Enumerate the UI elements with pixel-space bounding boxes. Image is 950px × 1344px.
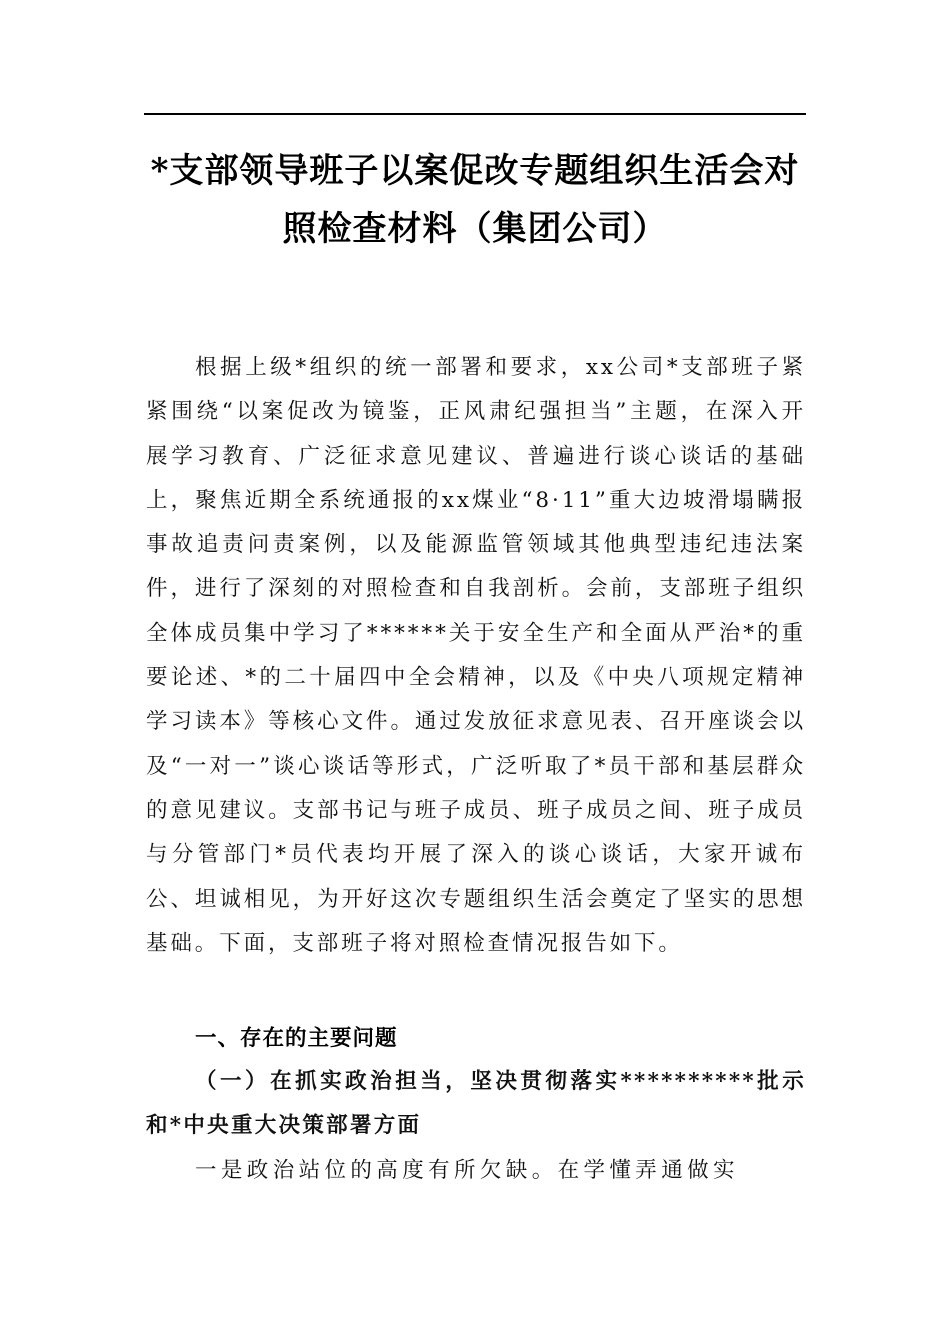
intro-paragraph: 根据上级*组织的统一部署和要求，xx公司*支部班子紧紧围绕“以案促改为镜鉴，正风肃纪强担当”主题，在深入开展学习教育、广泛征求意见建议、普遍进行谈心谈话的基础上，聚焦近期全系统通报的xx煤业“8·11”重大边坡滑塌瞒报事故追责问责案例，以及能源监管领域其他典型违纪违法案件，进行了深刻的对照检查和自我剖析。会前，支部班子组织全体成员集中学习了******关于安全生产和全面从严治*的重要论述、*的二十届四中全会精神，以及《中央八项规定精神学习读本》等核心文件。通过发放征求意见表、召开座谈会以及“一对一”谈心谈话等形式，广泛听取了*员干部和基层群众的意见建议。支部书记与班子成员、班子成员之间、班子成员与分管部门*员代表均开展了深入的谈心谈话，大家开诚布公、坦诚相见，为开好这次专题组织生活会奠定了坚实的思想基础。下面，支部班子将对照检查情况报告如下。 (146, 355, 806, 956)
section-heading: 一、存在的主要问题 (195, 1026, 398, 1051)
header-rule (144, 113, 806, 115)
document-title: *支部领导班子以案促改专题组织生活会对照检查材料（集团公司） (150, 151, 800, 249)
body-paragraph: 一是政治站位的高度有所欠缺。在学懂弄通做实 (195, 1158, 739, 1183)
subsection-heading: （一）在抓实政治担当，坚决贯彻落实**********批示和*中央重大决策部署方面 (146, 1069, 806, 1139)
